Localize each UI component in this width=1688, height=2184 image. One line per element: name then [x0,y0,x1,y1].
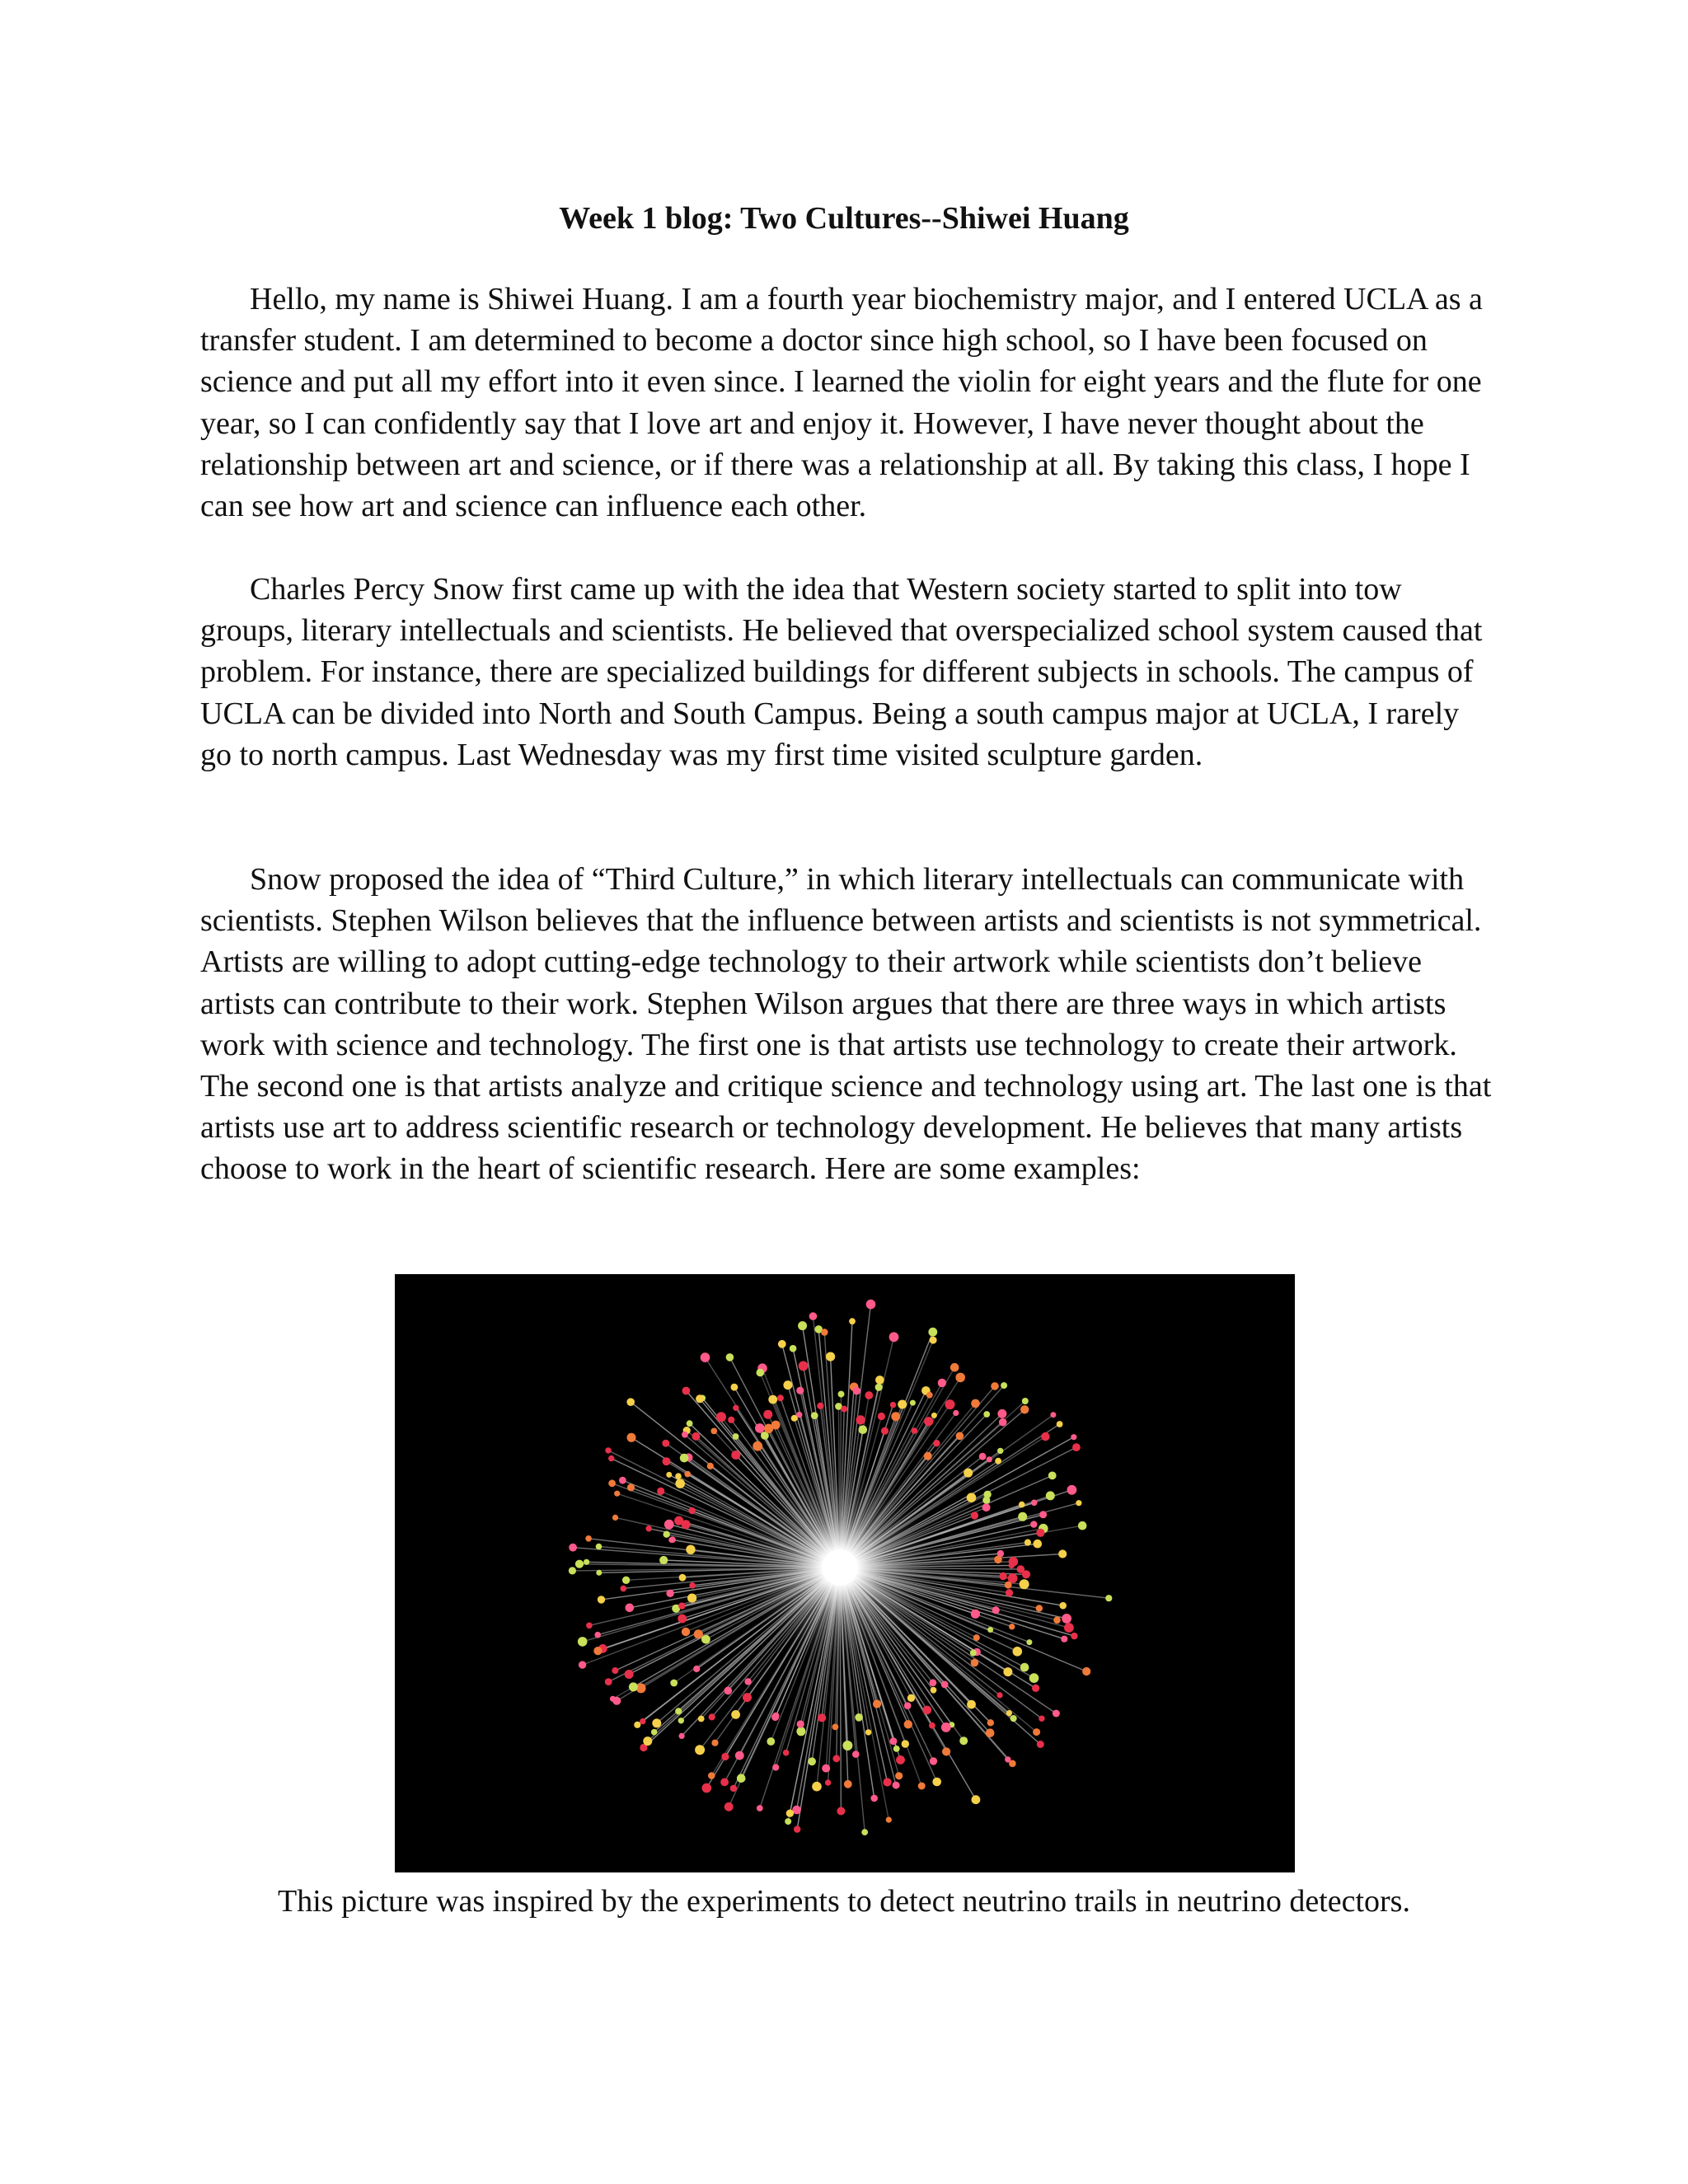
trail-dot [945,1399,955,1409]
trail-dot [994,1556,1002,1564]
trail-dot [666,1590,673,1597]
trail-dot [924,1417,933,1426]
trail-dot [1061,1636,1067,1643]
trail-dot [790,1345,797,1352]
trail-dot [733,1405,738,1411]
trail-dot [999,1572,1006,1580]
trail-dot [1082,1667,1090,1675]
trail-dot [674,1516,683,1526]
trail-dot [1064,1623,1074,1633]
trail-dot [1020,1579,1029,1589]
trail-dot [987,1456,992,1462]
trail-dot [970,1650,977,1657]
trail-dot [575,1560,584,1568]
trail-dot [593,1647,602,1655]
trail-dot [808,1757,816,1765]
trail-dot [837,1807,845,1816]
trail-dot [959,1736,968,1745]
trail-dot [596,1570,602,1576]
trail-dot [678,1718,684,1723]
trail-dot [1039,1511,1047,1518]
trail-dot [842,1741,852,1750]
trail-dot [657,1488,664,1495]
trail-dot [875,1376,884,1385]
trail-dot [689,1582,696,1589]
trail-dot [578,1637,588,1647]
trail-dot [1006,1589,1013,1596]
trail-dot [884,1778,892,1786]
trail-dot [701,1352,710,1362]
trail-dot [579,1661,586,1668]
trail-dot [785,1818,791,1825]
trail-dot [938,1379,946,1387]
trail-dot [1006,1710,1012,1716]
trail-dot [664,1520,674,1530]
trail-dot [967,1700,976,1709]
trail-dot [730,1785,737,1792]
trail-dot [982,1497,990,1504]
trail-dot [861,1829,868,1835]
trail-dot [891,1412,900,1421]
trail-dot [608,1479,616,1487]
trail-dot [1046,1491,1055,1500]
trail-dot [763,1410,772,1419]
trail-dot [684,1471,691,1478]
trail-dot [626,1604,635,1613]
trail-dot [866,1300,876,1310]
trail-dot [731,1384,738,1391]
trail-dot [622,1577,630,1584]
trail-dot [686,1545,695,1554]
figure-caption: This picture was inspired by the experiments to detect neutrino trails in neutrino detectors. [278,1884,1410,1919]
trail-dot [956,1432,964,1441]
trail-dot [596,1544,603,1550]
trail-dot [1050,1412,1056,1418]
trail-dot [1057,1421,1063,1427]
trail-dot [971,1610,980,1619]
trail-dot [678,1602,685,1609]
trail-dot [955,1373,965,1383]
trail-dot [796,1727,805,1736]
neutrino-burst-graphic [395,1274,1295,1872]
trail-dot [626,1398,635,1406]
trail-dot [569,1544,577,1552]
trail-dot [710,1428,717,1435]
trail-dot [693,1666,700,1672]
trail-dot [698,1716,705,1722]
trail-dot [1067,1485,1077,1495]
trail-dot [991,1382,999,1390]
trail-dot [893,1746,900,1752]
trail-dot [1005,1582,1012,1589]
trail-dot [999,1418,1007,1427]
trail-dot [878,1413,885,1420]
trail-dot [608,1455,614,1461]
trail-dot [771,1421,781,1430]
trail-dot [1071,1633,1077,1639]
trail-dot [675,1473,682,1479]
paragraph-snow: Charles Percy Snow first came up with the idea that Western society started to split into tow groups, literary intellectuals and scientists. He believed that overspecialized school system caused that problem. For instance, there are specialized buildings for different subjects in schools. The campus of UCLA can be divided into North and South Campus. Being a south campus major at UCLA, I rarely go to north campus. Last Wednesday was my first time visited sculpture garden. [200,572,1483,772]
trail-dot [896,1755,905,1765]
trail-dot [865,1391,873,1399]
trail-dot [585,1535,592,1542]
trail-dot [679,1733,685,1739]
trail-dot [640,1718,645,1724]
trail-dot [902,1740,909,1747]
trail-dot [799,1361,809,1371]
trail-dot [889,1737,897,1745]
trail-dot [794,1825,800,1832]
trail-dot [971,1511,978,1519]
trail-dot [731,1710,740,1719]
trail-dot [950,1363,959,1372]
trail-dot [1036,1605,1043,1611]
trail-dot [932,1778,941,1787]
trail-dot [755,1423,765,1433]
trail-dot [728,1417,734,1423]
trail-dot [895,1772,903,1779]
trail-dot [743,1693,752,1702]
trail-dot [870,1795,878,1802]
trail-dot [1059,1602,1067,1610]
trail-dot [786,1810,794,1817]
trail-dot [893,1782,900,1789]
trail-dot [757,1369,765,1377]
trail-dot [692,1432,700,1441]
trail-dot [964,1469,973,1478]
trail-dot [930,1757,937,1765]
trail-dot [584,1559,589,1565]
trail-dot [1022,1570,1030,1578]
trail-dot [904,1702,912,1709]
trail-dot [675,1708,682,1714]
trail-dot [1105,1595,1112,1601]
trail-dot [979,1453,987,1460]
trail-dot [1020,1405,1029,1413]
trail-dot [930,1337,937,1344]
trail-dot [1033,1728,1040,1736]
trail-dot [881,1427,889,1435]
trail-dot [1020,1663,1029,1672]
trail-dot [598,1596,605,1603]
trail-dot [822,1765,830,1773]
trail-dot [825,1779,831,1785]
trail-dot [983,1411,990,1418]
trail-dot [1019,1502,1025,1508]
trail-dot [821,1329,828,1336]
trail-dot [720,1779,729,1787]
trail-dot [594,1632,601,1638]
trail-dot [1072,1443,1081,1451]
trail-dot [1031,1500,1038,1507]
trail-dot [886,1817,892,1823]
trail-dot [627,1433,636,1442]
trail-dot [707,1463,714,1469]
trail-dot [711,1740,718,1746]
trail-dot [724,1802,734,1811]
trail-dot [931,1687,937,1694]
center-core [822,1549,858,1586]
trail-dot [798,1321,807,1330]
trail-dot [778,1340,786,1348]
trail-dot [1036,1529,1044,1537]
paragraph-third-culture: Snow proposed the idea of “Third Culture,” in which literary intellectuals can communicate with scientists. Stephen Wilson believes that the influence between artists and scientists is not symmetrical. Artists are willing to adopt cutting-edge technology to their artwork while scientists don’t believe artists can contribute to their work. Stephen Wilson argues that there are three ways in which artists work with science and technology. The first one is that artists use technology to create their artwork. The second one is that artists analyze and critique science and technology using art. The last one is that artists use art to address scientific research or technology development. He believes that many artists choose to work in the heart of scientific research. Here are some examples: [200,862,1492,1187]
trail-dot [768,1395,777,1404]
trail-dot [817,1403,823,1409]
trail-dot [972,1795,981,1804]
trail-dot [841,1406,847,1413]
trail-dot [666,1472,672,1478]
trail-dot [832,1755,840,1762]
trail-dot [709,1713,715,1720]
trail-dot [1022,1398,1029,1404]
trail-dot [1018,1512,1027,1521]
trail-dot [1025,1540,1031,1546]
trail-dot [735,1751,744,1760]
trail-dot [652,1718,661,1727]
trail-dot [992,1606,1000,1614]
trail-dot [675,1479,685,1488]
trail-dot [610,1696,616,1702]
trail-dot [716,1412,726,1422]
trail-dot [859,1425,868,1434]
trail-dot [1062,1614,1071,1624]
trail-dot [1032,1685,1039,1692]
trail-dot [987,1627,993,1633]
trail-dot [973,1634,980,1641]
trail-dot [1076,1500,1081,1506]
trail-dot [1078,1521,1087,1530]
trail-dot [1026,1639,1032,1645]
trail-dot [1058,1549,1067,1558]
trail-dot [721,1753,729,1760]
trail-dot [812,1782,822,1792]
trail-dot [856,1415,865,1424]
trail-dot [844,1780,852,1788]
trail-dot [1071,1434,1076,1440]
trail-dot [982,1503,991,1511]
trail-dot [625,1670,634,1679]
trail-dot [1001,1382,1007,1389]
trail-dot [1053,1710,1060,1718]
trail-dot [826,1352,835,1361]
trail-dot [662,1440,669,1447]
trail-dot [634,1722,640,1728]
trail-dot [612,1515,618,1521]
trail-dot [996,1692,1002,1698]
trail-dot [1005,1756,1010,1762]
trail-dot [767,1737,775,1746]
trail-dot [967,1493,977,1502]
trail-dot [796,1412,802,1418]
trail-dot [663,1457,671,1465]
trail-dot [679,1574,687,1582]
trail-dot [832,1724,839,1731]
trail-dot [737,1774,746,1783]
trail-dot [670,1680,678,1687]
trail-dot [724,1687,733,1695]
trail-dot [687,1594,696,1603]
trail-dot [933,1440,940,1446]
trail-dot [569,1567,576,1574]
trail-dot [605,1678,612,1685]
trail-dot [659,1556,668,1564]
trail-dot [772,1713,779,1719]
trail-dot [931,1413,937,1418]
trail-dot [986,1728,995,1737]
trail-dot [953,1410,959,1416]
trail-dot [889,1332,899,1342]
trail-dot [696,1394,704,1403]
trail-dot [796,1387,804,1394]
trail-dot [708,1772,715,1779]
trail-dot [918,1783,926,1790]
trail-dot [852,1750,860,1758]
trail-dot [772,1764,779,1770]
trail-dot [838,1391,845,1398]
trail-dot [818,1713,826,1722]
trail-dot [926,1392,933,1399]
trail-dot [1041,1432,1049,1441]
trail-dot [663,1531,670,1538]
trail-dot [924,1452,932,1460]
trail-dot [1009,1624,1015,1629]
neutrino-burst-image [395,1274,1295,1872]
trail-dot [702,1783,712,1793]
trail-dot [612,1667,618,1674]
trail-dot [849,1318,856,1324]
trail-dot [605,1447,611,1453]
trail-dot [811,1412,818,1419]
trail-dot [682,1628,690,1636]
trail-dot [1029,1673,1039,1683]
trail-dot [668,1537,674,1543]
trail-dot [695,1745,705,1755]
page-title: Week 1 blog: Two Cultures--Shiwei Huang [559,201,1129,236]
trail-dot [809,1312,818,1320]
trail-dot [1009,1563,1015,1568]
trail-dot [586,1623,593,1629]
trail-dot [890,1402,896,1408]
trail-dot [904,1720,912,1728]
trail-dot [941,1681,949,1689]
trail-dot [682,1432,688,1438]
trail-dot [726,1353,734,1361]
trail-dot [629,1682,638,1691]
trail-dot [1037,1741,1044,1748]
trail-dot [1034,1540,1043,1549]
trail-dot [971,1399,980,1408]
trail-dot [995,1458,1001,1465]
trail-dot [783,1380,792,1390]
trail-dot [753,1441,762,1451]
trail-dot [910,1400,916,1406]
trail-dot [1030,1521,1037,1527]
trail-dot [912,1427,918,1434]
trail-dot [744,1678,751,1685]
trail-dot [898,1400,907,1409]
trail-dot [797,1720,804,1727]
trail-dot [757,1805,763,1811]
trail-dot [694,1629,703,1638]
trail-dot [731,1451,740,1460]
trail-dot [907,1694,915,1702]
trail-dot [783,1750,790,1756]
trail-dot [643,1736,652,1746]
trail-dot [930,1679,937,1686]
trail-dot [646,1526,652,1531]
trail-dot [682,1387,691,1395]
trail-dot [971,1659,979,1667]
trail-dot [873,1699,881,1708]
trail-dot [680,1454,689,1463]
trail-dot [627,1483,635,1491]
trail-dot [928,1328,937,1337]
trail-dot [687,1420,693,1427]
trail-dot [701,1635,710,1644]
trail-dot [688,1507,695,1514]
trail-dot [855,1713,863,1722]
trail-dot [923,1706,932,1715]
paragraph-intro: Hello, my name is Shiwei Huang. I am a fourth year biochemistry major, and I entered UCLA as a transfer student. I am determined to become a doctor since high school, so I have been focused on science and put all my effort into it even since. I learned the violin for eight years and the flute for one year, so I can confidently say that I love art and enjoy it. However, I have never thought about the relationship between art and science, or if there was a relationship at all. By taking this class, I hope I can see how art and science can influence each other. [200,282,1483,524]
trail-dot [619,1477,626,1484]
trail-dot [614,1491,620,1497]
trail-dot [997,1409,1006,1418]
trail-dot [875,1384,883,1391]
trail-dot [865,1729,871,1735]
trail-dot [651,1729,658,1736]
trail-dot [1010,1715,1017,1722]
trail-dot [929,1722,935,1729]
trail-dot [1013,1647,1023,1657]
trail-dot [1048,1472,1057,1480]
trail-dot [678,1615,687,1624]
trail-dot [1003,1667,1012,1676]
trail-dot [1039,1716,1044,1722]
trail-dot [1053,1617,1061,1624]
trail-dot [777,1394,784,1401]
trail-dot [733,1433,739,1440]
trail-dot [987,1719,994,1726]
trail-dot [853,1387,861,1395]
trail-dot [942,1747,950,1755]
trail-dot [997,1448,1003,1454]
trail-dot [941,1722,951,1732]
trail-dot [621,1586,627,1592]
